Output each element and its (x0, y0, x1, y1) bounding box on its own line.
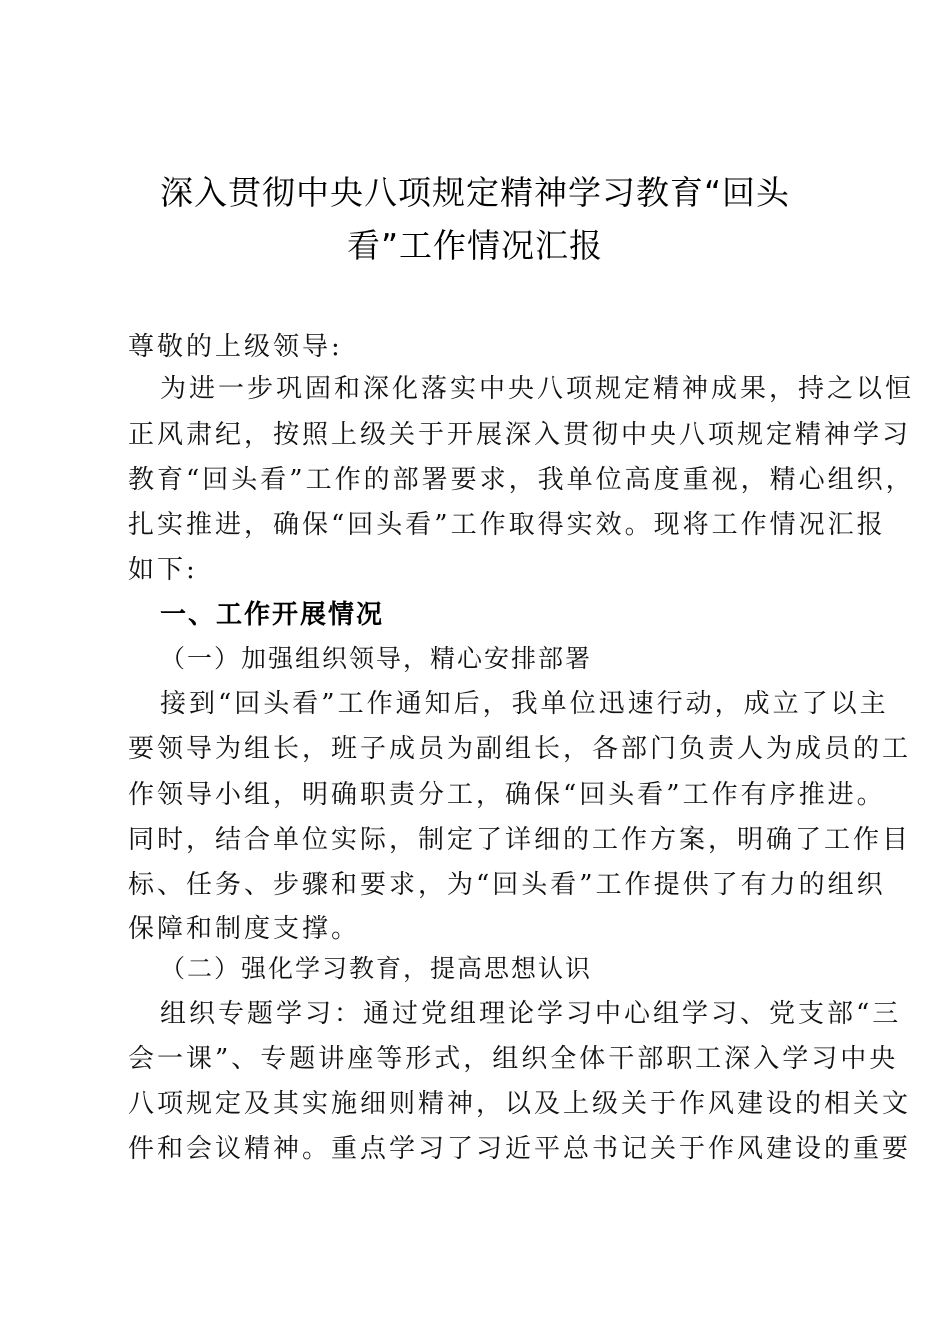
document-title-line-2: 看”工作情况汇报 (346, 226, 604, 265)
body-line: 件和会议精神。重点学习了习近平总书记关于作风建设的重要 (128, 1134, 912, 1164)
salutation: 尊敬的上级领导: (128, 332, 343, 362)
subsection-heading: （一）加强组织领导，精心安排部署 (160, 644, 593, 673)
body-line: 同时，结合单位实际，制定了详细的工作方案，明确了工作目 (128, 825, 912, 855)
intro-line: 教育“回头看”工作的部署要求，我单位高度重视，精心组织， (128, 465, 915, 495)
body-line: 组织专题学习：通过党组理论学习中心组学习、党支部“三 (160, 999, 902, 1029)
intro-line: 正风肃纪，按照上级关于开展深入贯彻中央八项规定精神学习 (128, 420, 912, 450)
body-line: 八项规定及其实施细则精神，以及上级关于作风建设的相关文 (128, 1089, 912, 1119)
intro-line: 为进一步巩固和深化落实中央八项规定精神成果，持之以恒 (160, 374, 915, 404)
body-line: 作领导小组，明确职责分工，确保“回头看”工作有序推进。 (128, 780, 886, 810)
body-line: 会一课”、专题讲座等形式，组织全体干部职工深入学习中央 (128, 1044, 899, 1074)
section-heading: 一、工作开展情况 (160, 600, 385, 630)
intro-line: 如下: (128, 555, 198, 585)
subsection-heading: （二）强化学习教育，提高思想认识 (160, 954, 593, 983)
body-line: 标、任务、步骤和要求，为“回头看”工作提供了有力的组织 (128, 870, 886, 900)
body-line: 要领导为组长，班子成员为副组长，各部门负责人为成员的工 (128, 734, 912, 764)
body-line: 接到“回头看”工作通知后，我单位迅速行动，成立了以主 (160, 689, 889, 719)
intro-line: 扎实推进，确保“回头看”工作取得实效。现将工作情况汇报 (128, 510, 886, 540)
document-title-line-1: 深入贯彻中央八项规定精神学习教育“回头 (159, 173, 791, 212)
body-line: 保障和制度支撑。 (128, 914, 361, 944)
